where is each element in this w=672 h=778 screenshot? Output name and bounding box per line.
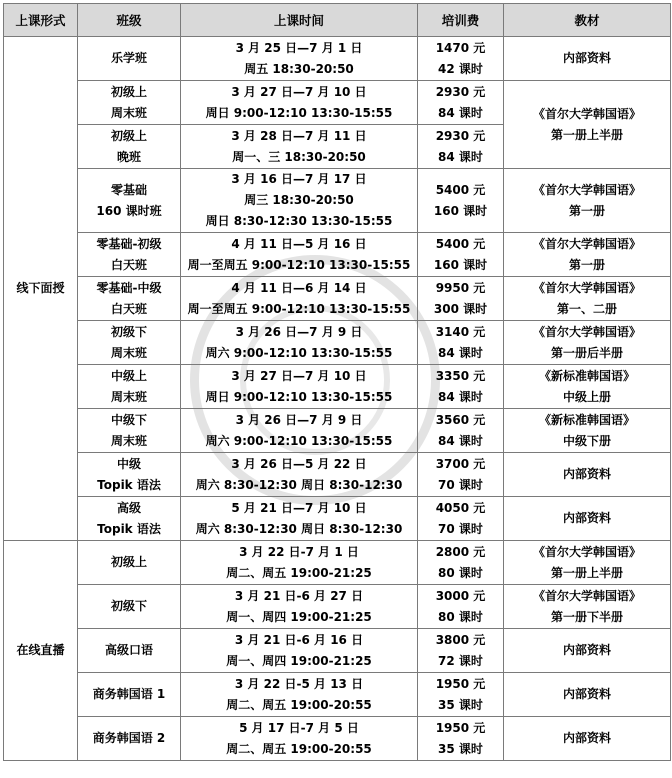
class-fee-line: 70 课时 (438, 521, 483, 536)
header-textbook: 教材 (504, 4, 671, 37)
textbook (504, 169, 671, 233)
textbook-line: 《首尔大学韩国语》 (532, 588, 641, 603)
class-time-line: 周二、周五 19:00-21:25 (226, 565, 372, 580)
class-time (181, 81, 418, 125)
class-name (78, 453, 181, 497)
textbook (504, 365, 671, 409)
table-row (4, 321, 671, 365)
class-name-line: 乐学班 (110, 51, 147, 65)
class-time-line: 周一、三 18:30-20:50 (232, 149, 366, 164)
table-row (4, 277, 671, 321)
class-time-line: 周六 9:00-12:10 13:30-15:55 (205, 433, 393, 448)
class-name-line: 初级下 (110, 599, 147, 613)
textbook-line: 内部资料 (562, 51, 611, 65)
class-time-line: 3 月 21 日-6 月 16 日 (234, 632, 364, 647)
class-fee-line: 3140 元 (435, 324, 486, 339)
table-row (4, 453, 671, 497)
textbook-line: 中级下册 (562, 433, 611, 448)
class-fee (418, 409, 504, 453)
textbook-line: 第一册后半册 (550, 345, 623, 360)
table-row (4, 673, 671, 717)
class-fee-line: 3350 元 (435, 368, 486, 383)
class-time-line: 3 月 27 日—7 月 10 日 (231, 368, 367, 383)
textbook-line: 《首尔大学韩国语》 (532, 182, 641, 197)
class-name-line: Topik 语法 (97, 477, 161, 492)
class-name-line: 初级下 (110, 324, 147, 339)
textbook (504, 409, 671, 453)
class-fee (418, 125, 504, 169)
class-fee-line: 1950 元 (435, 676, 486, 691)
class-time (181, 365, 418, 409)
class-name-line: 中级 (116, 456, 141, 471)
class-time (181, 233, 418, 277)
class-time-line: 周三 18:30-20:50 (244, 193, 354, 207)
table-row (4, 629, 671, 673)
class-fee-line: 84 课时 (438, 149, 483, 164)
class-time-line: 3 月 26 日—7 月 9 日 (235, 412, 363, 427)
class-time-line: 5 月 17 日-7 月 5 日 (239, 720, 359, 735)
textbook-line: 内部资料 (562, 687, 611, 701)
textbook (504, 277, 671, 321)
class-time (181, 585, 418, 629)
class-name-line: 中级上 (110, 368, 147, 383)
class-name (78, 541, 181, 585)
class-fee-line: 160 课时 (433, 203, 488, 218)
class-name (78, 629, 181, 673)
textbook-line: 内部资料 (562, 511, 611, 525)
class-fee-line: 9950 元 (435, 280, 486, 295)
class-name-line: 中级下 (110, 412, 147, 427)
class-fee-line: 5400 元 (435, 236, 486, 251)
table-row (4, 37, 671, 81)
class-time-line: 3 月 22 日-5 月 13 日 (234, 676, 364, 691)
class-fee-line: 35 课时 (438, 741, 483, 756)
class-time-line: 周一至周五 9:00-12:10 13:30-15:55 (187, 257, 411, 272)
class-fee-line: 72 课时 (438, 653, 483, 668)
class-fee (418, 541, 504, 585)
class-fee (418, 453, 504, 497)
textbook (504, 717, 671, 761)
class-fee-line: 3000 元 (435, 588, 486, 603)
class-fee-line: 3700 元 (435, 456, 486, 471)
class-name (78, 233, 181, 277)
class-fee (418, 629, 504, 673)
class-time (181, 277, 418, 321)
textbook (504, 321, 671, 365)
class-name-line: 160 课时班 (96, 203, 162, 218)
textbook-line: 第一册下半册 (550, 609, 623, 624)
class-time (181, 673, 418, 717)
class-time-line: 周二、周五 19:00-20:55 (226, 697, 372, 712)
textbook-line: 《首尔大学韩国语》 (532, 106, 641, 121)
class-name (78, 125, 181, 169)
textbook-line: 《新标准韩国语》 (538, 368, 635, 383)
header-mode: 上课形式 (4, 4, 78, 37)
class-time (181, 453, 418, 497)
class-name-line: Topik 语法 (97, 521, 161, 536)
class-time (181, 497, 418, 541)
class-name-line: 周末班 (110, 345, 147, 360)
class-name (78, 321, 181, 365)
class-name (78, 717, 181, 761)
class-time (181, 717, 418, 761)
textbook-line: 《新标准韩国语》 (538, 412, 635, 427)
textbook (504, 585, 671, 629)
class-name (78, 585, 181, 629)
class-name-line: 初级上 (110, 128, 147, 143)
class-name-line: 晚班 (116, 149, 141, 164)
class-time (181, 125, 418, 169)
class-name (78, 37, 181, 81)
textbook (504, 81, 671, 169)
class-fee-line: 4050 元 (435, 500, 486, 515)
table-row (4, 585, 671, 629)
class-fee-line: 80 课时 (438, 609, 483, 624)
textbook-line: 第一册 (568, 203, 605, 218)
class-fee-line: 70 课时 (438, 477, 483, 492)
class-time-line: 3 月 22 日-7 月 1 日 (239, 544, 359, 559)
textbook-line: 第一册上半册 (550, 127, 623, 142)
class-time-line: 周二、周五 19:00-20:55 (226, 741, 372, 756)
table-row (4, 717, 671, 761)
class-fee-line: 2930 元 (435, 84, 486, 99)
class-name-line: 商务韩国语 1 (92, 687, 166, 701)
class-time-line: 5 月 21 日—7 月 10 日 (231, 500, 367, 515)
class-name (78, 497, 181, 541)
course-mode: 在线直播 (4, 541, 78, 761)
class-time (181, 409, 418, 453)
class-fee-line: 35 课时 (438, 697, 483, 712)
class-fee (418, 673, 504, 717)
table-body (4, 37, 671, 761)
class-time-line: 周六 8:30-12:30 周日 8:30-12:30 (195, 477, 403, 492)
class-name-line: 周末班 (110, 389, 147, 404)
class-time-line: 3 月 21 日-6 月 27 日 (234, 588, 364, 603)
class-time (181, 169, 418, 233)
textbook-line: 内部资料 (562, 731, 611, 745)
class-time-line: 周日 8:30-12:30 13:30-15:55 (205, 214, 393, 228)
class-fee-line: 1470 元 (435, 40, 486, 55)
textbook-line: 《首尔大学韩国语》 (532, 324, 641, 339)
class-time (181, 37, 418, 81)
table-row (4, 365, 671, 409)
class-time-line: 3 月 26 日—7 月 9 日 (235, 324, 363, 339)
header-row (4, 4, 671, 37)
class-fee (418, 277, 504, 321)
class-fee-line: 84 课时 (438, 433, 483, 448)
header-time: 上课时间 (181, 4, 418, 37)
class-time-line: 3 月 16 日—7 月 17 日 (231, 172, 367, 186)
class-time-line: 周五 18:30-20:50 (244, 61, 354, 76)
class-time-line: 周一至周五 9:00-12:10 13:30-15:55 (187, 301, 411, 316)
textbook (504, 37, 671, 81)
textbook-line: 第一、二册 (556, 301, 617, 316)
class-fee-line: 84 课时 (438, 345, 483, 360)
class-fee-line: 42 课时 (438, 61, 483, 76)
class-name-line: 初级上 (110, 84, 147, 99)
table-row (4, 541, 671, 585)
textbook-line: 《首尔大学韩国语》 (532, 544, 641, 559)
textbook (504, 453, 671, 497)
class-fee-line: 84 课时 (438, 389, 483, 404)
class-name-line: 白天班 (110, 257, 147, 272)
class-time-line: 4 月 11 日—5 月 16 日 (231, 236, 367, 251)
class-time-line: 3 月 28 日—7 月 11 日 (231, 128, 367, 143)
class-name (78, 409, 181, 453)
schedule-table (3, 3, 671, 761)
class-fee (418, 169, 504, 233)
class-time-line: 周一、周四 19:00-21:25 (226, 609, 372, 624)
class-name-line: 零基础 (110, 182, 147, 197)
class-name (78, 673, 181, 717)
class-time-line: 周一、周四 19:00-21:25 (226, 653, 372, 668)
class-name-line: 零基础-中级 (96, 280, 162, 295)
class-name (78, 81, 181, 125)
class-fee (418, 37, 504, 81)
class-name (78, 277, 181, 321)
class-fee-line: 2930 元 (435, 128, 486, 143)
class-time-line: 4 月 11 日—6 月 14 日 (231, 280, 367, 295)
textbook-line: 内部资料 (562, 467, 611, 481)
class-time (181, 541, 418, 585)
textbook-line: 中级上册 (562, 389, 611, 404)
class-fee-line: 84 课时 (438, 105, 483, 120)
course-mode: 线下面授 (4, 37, 78, 541)
class-fee (418, 717, 504, 761)
header-fee: 培训费 (418, 4, 504, 37)
class-fee (418, 497, 504, 541)
class-time-line: 周六 9:00-12:10 13:30-15:55 (205, 345, 393, 360)
class-fee-line: 1950 元 (435, 720, 486, 735)
class-time (181, 321, 418, 365)
class-fee (418, 233, 504, 277)
class-fee (418, 365, 504, 409)
class-time-line: 3 月 26 日—5 月 22 日 (231, 456, 367, 471)
class-name-line: 周末班 (110, 433, 147, 448)
textbook-line: 第一册 (568, 257, 605, 272)
class-time-line: 3 月 25 日—7 月 1 日 (235, 40, 363, 55)
class-time-line: 周日 9:00-12:10 13:30-15:55 (205, 105, 393, 120)
class-name (78, 169, 181, 233)
textbook (504, 673, 671, 717)
textbook-line: 内部资料 (562, 643, 611, 657)
header-class: 班级 (78, 4, 181, 37)
textbook (504, 629, 671, 673)
class-time (181, 629, 418, 673)
class-fee-line: 5400 元 (435, 182, 486, 197)
class-fee (418, 585, 504, 629)
class-fee-line: 300 课时 (433, 301, 488, 316)
class-name-line: 初级上 (110, 555, 147, 569)
class-fee (418, 321, 504, 365)
textbook-line: 《首尔大学韩国语》 (532, 236, 641, 251)
class-fee-line: 2800 元 (435, 544, 486, 559)
class-time-line: 3 月 27 日—7 月 10 日 (231, 84, 367, 99)
table-row (4, 497, 671, 541)
class-name-line: 高级口语 (104, 643, 153, 657)
textbook-line: 《首尔大学韩国语》 (532, 280, 641, 295)
class-name-line: 商务韩国语 2 (92, 731, 166, 745)
class-time-line: 周六 8:30-12:30 周日 8:30-12:30 (195, 521, 403, 536)
class-name (78, 365, 181, 409)
class-name-line: 高级 (116, 500, 141, 515)
table-row (4, 233, 671, 277)
class-fee-line: 3800 元 (435, 632, 486, 647)
class-fee-line: 3560 元 (435, 412, 486, 427)
textbook-line: 第一册上半册 (550, 565, 623, 580)
class-name-line: 零基础-初级 (96, 236, 162, 251)
textbook (504, 233, 671, 277)
textbook (504, 541, 671, 585)
class-fee-line: 80 课时 (438, 565, 483, 580)
class-name-line: 白天班 (110, 301, 147, 316)
table-row (4, 81, 671, 125)
class-time-line: 周日 9:00-12:10 13:30-15:55 (205, 389, 393, 404)
table-row (4, 409, 671, 453)
class-fee (418, 81, 504, 125)
textbook (504, 497, 671, 541)
class-fee-line: 160 课时 (433, 257, 488, 272)
table-row (4, 169, 671, 233)
class-name-line: 周末班 (110, 105, 147, 120)
